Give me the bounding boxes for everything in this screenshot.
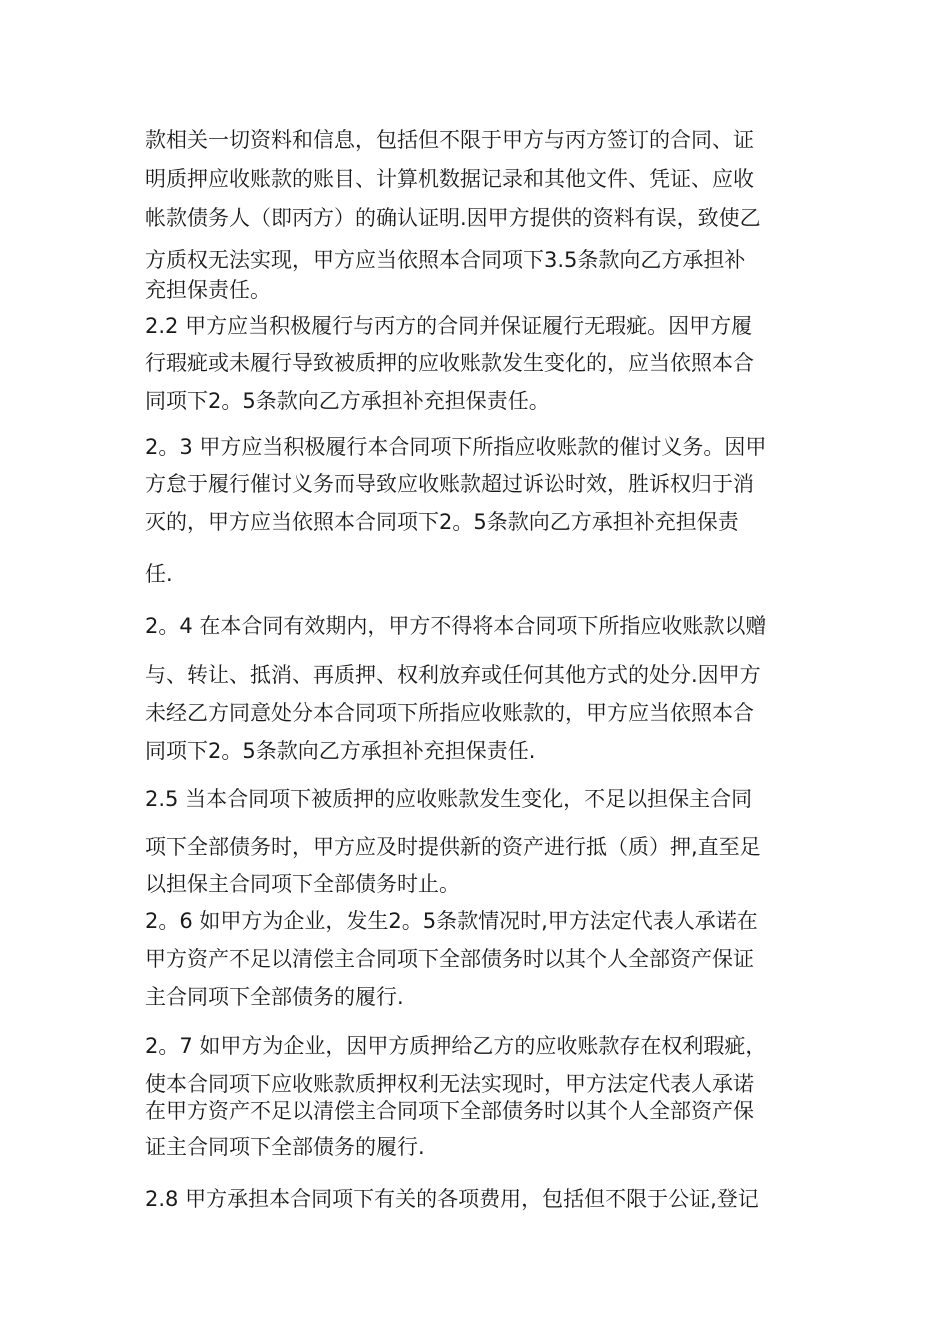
text-line: 灭的，甲方应当依照本合同项下2。5条款向乙方承担补充担保责 bbox=[145, 510, 739, 534]
text-line: 2。7 如甲方为企业，因甲方质押给乙方的应收账款存在权利瑕疵， bbox=[145, 1034, 767, 1058]
text-line: 明质押应收账款的账目、计算机数据记录和其他文件、凭证、应收 bbox=[145, 167, 754, 191]
text-line: 2.2 甲方应当积极履行与丙方的合同并保证履行无瑕疵。因甲方履 bbox=[145, 314, 753, 338]
text-line: 以担保主合同项下全部债务时止。 bbox=[145, 872, 460, 896]
text-line: 充担保责任。 bbox=[145, 278, 271, 302]
text-line: 方怠于履行催讨义务而导致应收账款超过诉讼时效，胜诉权归于消 bbox=[145, 472, 754, 496]
text-line: 与、转让、抵消、再质押、权利放弃或任何其他方式的处分.因甲方 bbox=[145, 663, 761, 687]
text-line: 2。4 在本合同有效期内，甲方不得将本合同项下所指应收账款以赠 bbox=[145, 614, 767, 638]
text-line: 甲方资产不足以清偿主合同项下全部债务时以其个人全部资产保证 bbox=[145, 947, 754, 971]
text-line: 同项下2。5条款向乙方承担补充担保责任. bbox=[145, 739, 536, 763]
text-line: 2。3 甲方应当积极履行本合同项下所指应收账款的催讨义务。因甲 bbox=[145, 435, 767, 459]
text-line: 帐款债务人（即丙方）的确认证明.因甲方提供的资料有误，致使乙 bbox=[145, 206, 761, 230]
text-line: 2。6 如甲方为企业，发生2。5条款情况时,甲方法定代表人承诺在 bbox=[145, 909, 758, 933]
text-line: 任. bbox=[145, 562, 173, 586]
text-line: 使本合同项下应收账款质押权利无法实现时，甲方法定代表人承诺 bbox=[145, 1072, 754, 1096]
text-line: 主合同项下全部债务的履行. bbox=[145, 985, 404, 1009]
text-line: 在甲方资产不足以清偿主合同项下全部债务时以其个人全部资产保 bbox=[145, 1099, 754, 1123]
text-line: 2.8 甲方承担本合同项下有关的各项费用，包括但不限于公证,登记 bbox=[145, 1187, 759, 1211]
text-line: 同项下2。5条款向乙方承担补充担保责任。 bbox=[145, 389, 550, 413]
text-line: 2.5 当本合同项下被质押的应收账款发生变化，不足以担保主合同 bbox=[145, 787, 753, 811]
text-line: 款相关一切资料和信息，包括但不限于甲方与丙方签订的合同、证 bbox=[145, 128, 754, 152]
text-line: 证主合同项下全部债务的履行. bbox=[145, 1135, 425, 1159]
text-line: 方质权无法实现，甲方应当依照本合同项下3.5条款向乙方承担补 bbox=[145, 248, 746, 272]
text-line: 行瑕疵或未履行导致被质押的应收账款发生变化的，应当依照本合 bbox=[145, 351, 754, 375]
text-line: 项下全部债务时，甲方应及时提供新的资产进行抵（质）押,直至足 bbox=[145, 835, 761, 859]
text-line: 未经乙方同意处分本合同项下所指应收账款的，甲方应当依照本合 bbox=[145, 701, 754, 725]
